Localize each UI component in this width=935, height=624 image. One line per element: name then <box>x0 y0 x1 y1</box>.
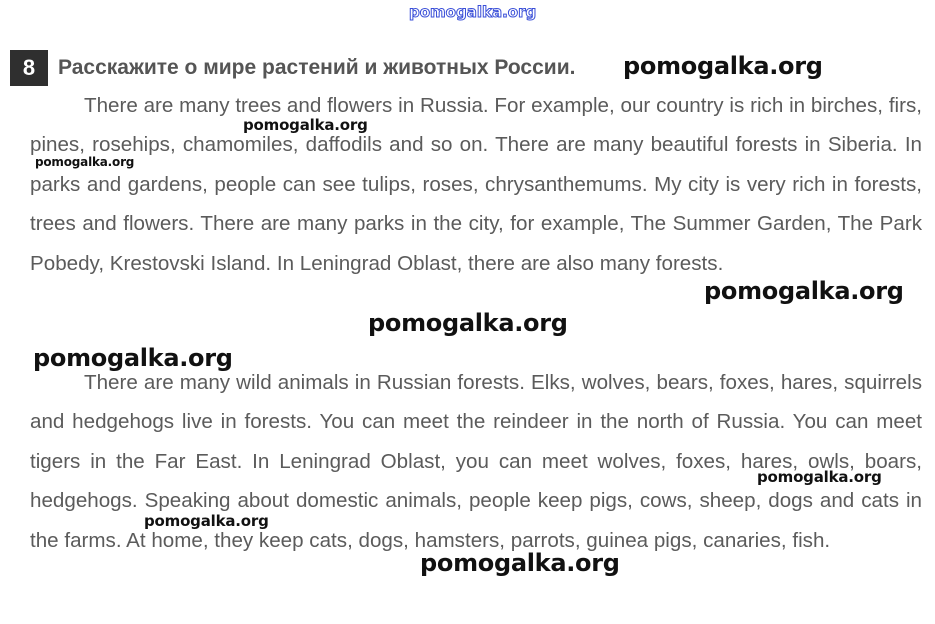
watermark: pomogalka.org <box>623 52 823 80</box>
watermark: pomogalka.org <box>704 277 904 305</box>
task-header <box>10 50 575 86</box>
watermark: pomogalka.org <box>757 468 882 486</box>
watermark: pomogalka.org <box>33 344 233 372</box>
watermark: pomogalka.org <box>368 309 568 337</box>
watermark: pomogalka.org <box>35 155 135 169</box>
paragraph-plants: There are many trees and flowers in Russia. For example, our country is rich in birches, firs, pines, rosehips, chamomiles, daffodils and so on. There are many beautiful forests in Siberia. In parks and gardens, people can see tulips, roses, chrysanthemums. My city is very rich in forests, trees and flowers. There are many parks in the city, for example, The Summer Garden, The Park Pobedy, Krestovski Island. In Leningrad Oblast, there are also many forests. <box>30 94 922 275</box>
watermark: pomogalka.org <box>144 512 269 530</box>
paragraph-animals: There are many wild animals in Russian forests. Elks, wolves, bears, foxes, hares, squirrels and hedgehogs live in forests. You can meet the reindeer in the north of Russia. You can meet tigers in the Far East. In Leningrad Oblast, you can meet wolves, foxes, hares, owls, boars, hedgehogs. Speaking about domestic animals, people keep pigs, cows, sheep, dogs and cats in the farms. At home, they keep cats, dogs, hamsters, parrots, guinea pigs, canaries, fish. <box>30 371 922 552</box>
watermark: pomogalka.org <box>420 549 620 577</box>
watermark: pomogalka.org <box>243 116 368 134</box>
watermark-top: pomogalka.org <box>409 3 537 21</box>
task-title: Расскажите о мире растений и животных России. <box>58 56 576 79</box>
task-number-badge: 8 <box>10 50 48 86</box>
